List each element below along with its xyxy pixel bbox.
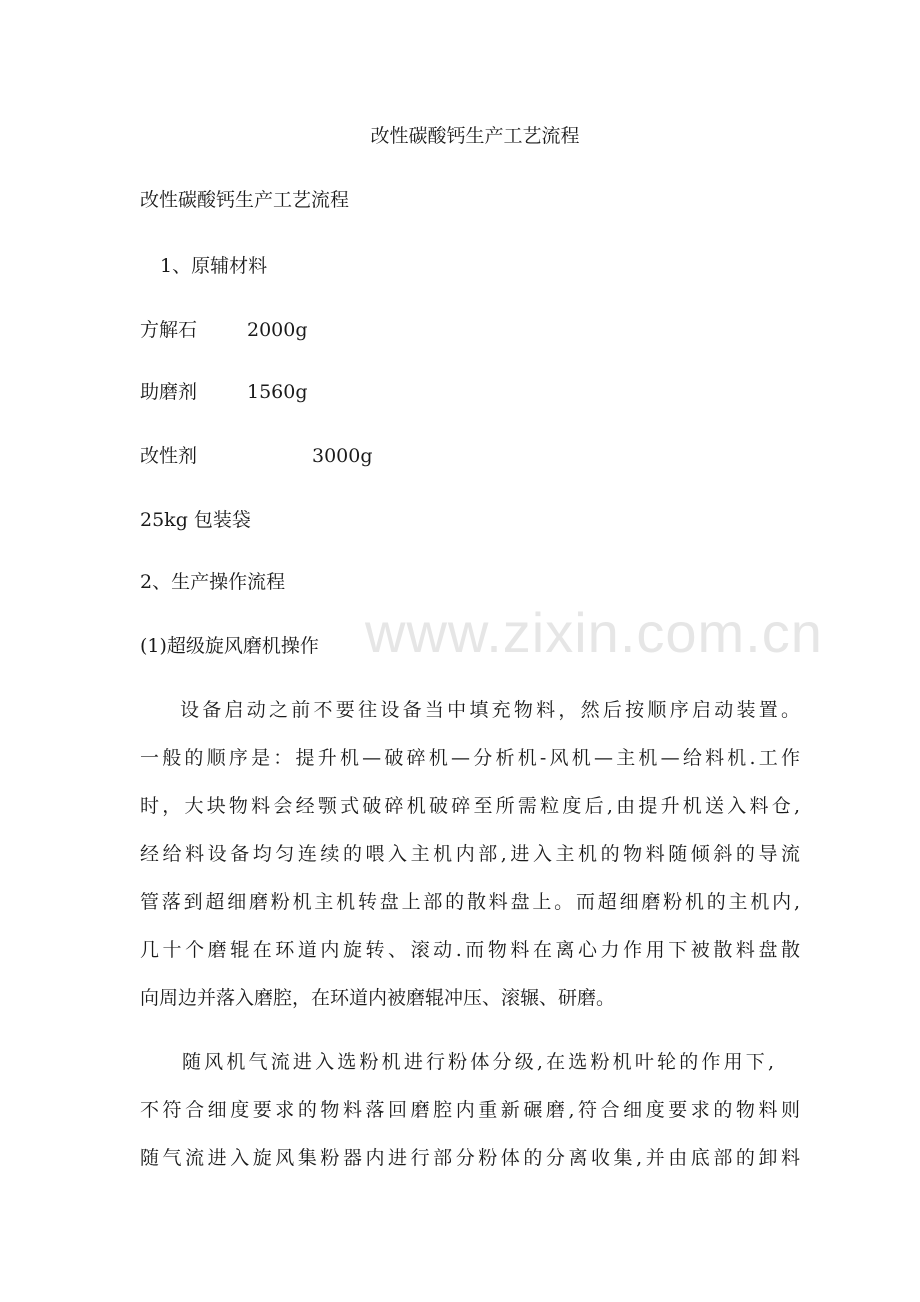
paragraph-line: 向周边并落入磨腔，在环道内被磨辊冲压、滚辗、研磨。 bbox=[140, 987, 616, 1009]
paragraph-line: 不符合细度要求的物料落回磨腔内重新碾磨,符合细度要求的物料则 bbox=[140, 1099, 800, 1121]
section-heading-materials: 1、原辅材料 bbox=[160, 255, 268, 277]
material-name: 助磨剂 bbox=[140, 381, 198, 403]
paragraph-line: 随风机气流进入选粉机进行粉体分级,在选粉机叶轮的作用下, bbox=[182, 1051, 774, 1073]
watermark: www.zixin.com.cn bbox=[365, 601, 823, 664]
material-name: 方解石 bbox=[140, 319, 198, 341]
material-amount: 3000g bbox=[312, 445, 373, 467]
paragraph-line: 经给料设备均匀连续的喂入主机内部,进入主机的物料随倾斜的导流 bbox=[140, 843, 800, 865]
paragraph-line: 几十个磨辊在环道内旋转、滚动.而物料在离心力作用下被散料盘散 bbox=[140, 939, 800, 961]
paragraph-line: 设备启动之前不要往设备当中填充物料，然后按顺序启动装置。 bbox=[180, 699, 800, 721]
material-name: 改性剂 bbox=[140, 445, 198, 467]
paragraph-line: 管落到超细磨粉机主机转盘上部的散料盘上。而超细磨粉机的主机内, bbox=[140, 891, 800, 913]
paragraph-line: 随气流进入旋风集粉器内进行部分粉体的分离收集,并由底部的卸料 bbox=[140, 1147, 800, 1169]
subsection-heading: (1)超级旋风磨机操作 bbox=[140, 635, 319, 657]
paragraph-line: 时，大块物料会经颚式破碎机破碎至所需粒度后,由提升机送入料仓, bbox=[140, 795, 800, 817]
document-subtitle: 改性碳酸钙生产工艺流程 bbox=[140, 189, 350, 211]
document-title: 改性碳酸钙生产工艺流程 bbox=[370, 125, 580, 147]
paragraph-line: 一般的顺序是：提升机—破碎机—分析机-风机—主机—给料机.工作 bbox=[140, 747, 800, 769]
material-amount: 1560g bbox=[247, 381, 308, 403]
material-amount: 2000g bbox=[247, 319, 308, 341]
section-heading-process: 2、生产操作流程 bbox=[140, 571, 286, 593]
packaging-item: 25kg 包装袋 bbox=[140, 509, 251, 531]
